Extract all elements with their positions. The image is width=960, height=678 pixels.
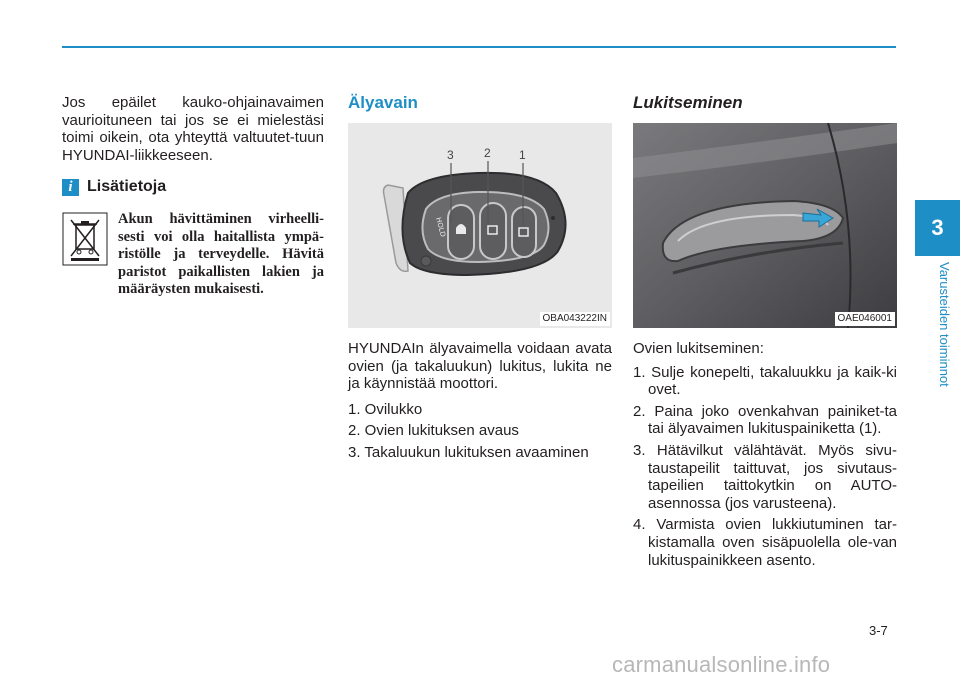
smart-key-text [348, 340, 612, 466]
list-item: 4. Varmista ovien lukkiutuminen tar-kistamalla oven sisäpuolella ole-van lukituspainikkeen asento. [633, 516, 897, 569]
locking-steps [633, 364, 897, 570]
list-item: 1. Sulje konepelti, takaluukku ja kaik-ki ovet. [633, 363, 897, 399]
list-item: 3. Hätävilkut välähtävät. Myös sivu-taustapeilit taittuvat, jos sivutaus-tapeilien taittokytkin on AUTO-asennossa (jos varusteena). [633, 441, 897, 512]
callout-2: 2 [484, 146, 491, 160]
info-heading [62, 178, 166, 196]
list-item: 2. Ovien lukituksen avaus [348, 422, 519, 440]
top-rule [62, 46, 896, 48]
key-hold-text: HOLD [434, 216, 447, 238]
chapter-tab: 3 [915, 200, 960, 256]
list-item: 1. Ovilukko [348, 400, 423, 418]
page-number: 3-7 [869, 623, 888, 638]
column-middle [348, 94, 612, 116]
info-text: Akun hävittäminen virheelli-sesti voi olla haitallista ympä-ristölle ja terveydelle. Hävitä paristot paikallisten lakien ja määräysten mukaisesti. [118, 211, 324, 298]
image-code: OBA043222IN [540, 312, 611, 326]
column-left [62, 94, 324, 164]
info-icon: i [62, 179, 79, 196]
chapter-title: Varusteiden toiminnot [937, 262, 952, 387]
list-item: 3. Takaluukun lukituksen avaaminen [348, 443, 589, 461]
crossed-out-wheeled-bin-icon [62, 212, 108, 266]
callout-1: 1 [519, 148, 526, 162]
image-code: OAE046001 [835, 312, 896, 326]
list-item: 2. Paina joko ovenkahvan painiket-ta tai älyavaimen lukituspainiketta (1). [633, 402, 897, 438]
smart-key-image [348, 123, 612, 328]
section-title-locking: Lukitseminen [633, 93, 743, 112]
smart-key-list [348, 401, 612, 462]
intro-paragraph: Jos epäilet kauko-ohjainavaimen vaurioituneen tai jos se ei mielestäsi toimi oikein, ota yhteyttä valtuutet-tuun HYUNDAI-liikkeeseen. [62, 94, 324, 164]
door-handle-image [633, 123, 897, 328]
section-title-smart-key: Älyavain [348, 93, 418, 112]
callout-3: 3 [447, 148, 454, 162]
smart-key-intro: HYUNDAIn älyavaimella voidaan avata ovien (ja takaluukun) lukitus, lukita ne ja käynnistää moottori. [348, 340, 612, 393]
column-right [633, 94, 897, 116]
locking-intro: Ovien lukitseminen: [633, 340, 764, 357]
info-label: Lisätietoja [87, 178, 167, 195]
locking-text [633, 340, 897, 573]
watermark: carmanualsonline.info [612, 652, 831, 677]
